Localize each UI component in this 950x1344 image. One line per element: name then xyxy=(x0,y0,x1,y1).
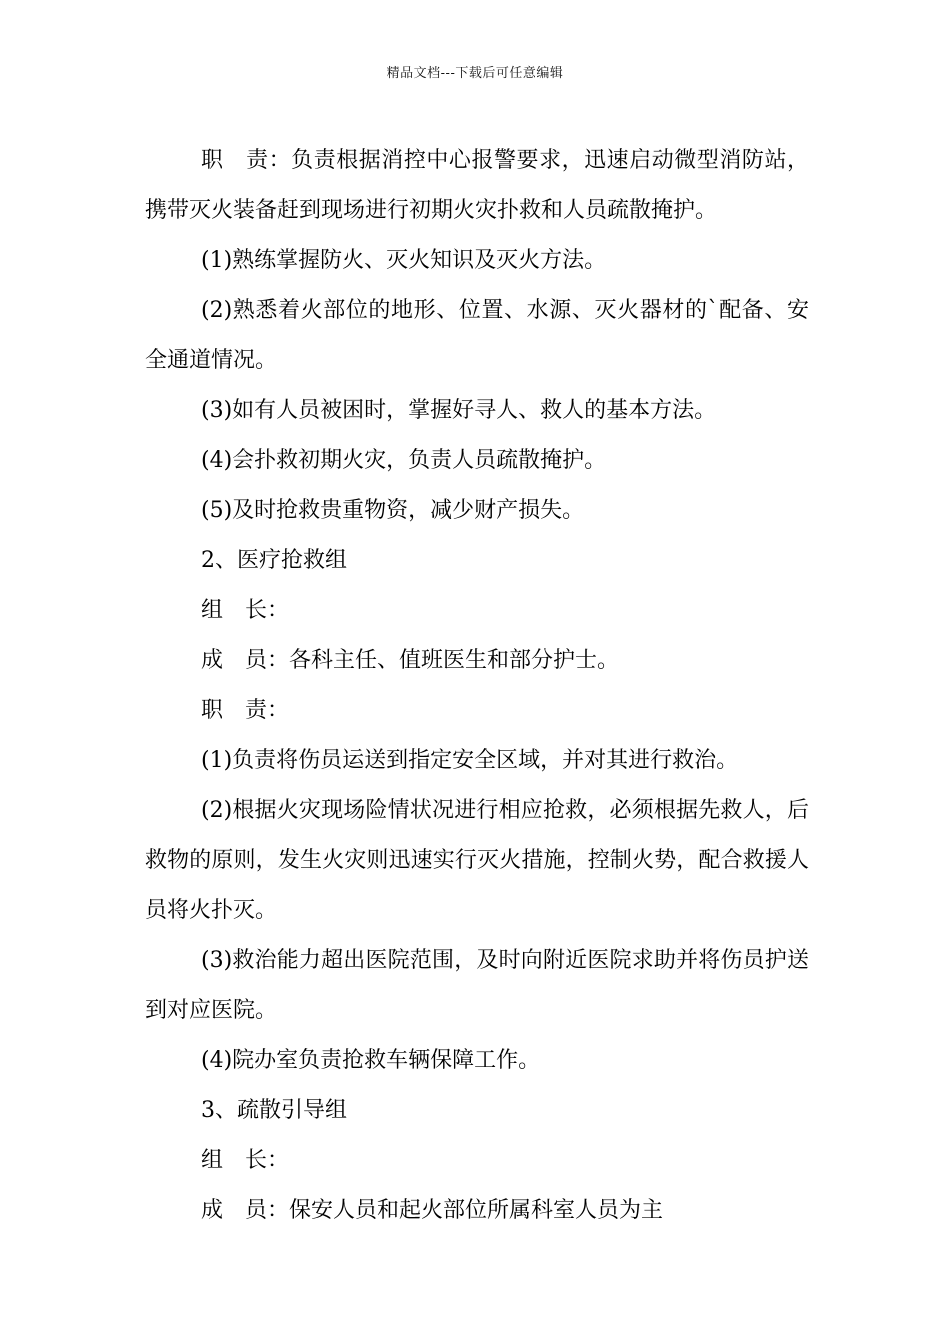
paragraph-item-4: (4)会扑救初期火灾，负责人员疏散掩护。 xyxy=(201,448,607,473)
paragraph-medical-item-4: (4)院办室负责抢救车辆保障工作。 xyxy=(201,1048,541,1073)
paragraph-leader-evacuation: 组 长： xyxy=(201,1148,290,1173)
paragraph-item-5: (5)及时抢救贵重物资，减少财产损失。 xyxy=(201,498,585,523)
paragraph-item-2: (2)熟悉着火部位的地形、位置、水源、灭火器材的`配备、安全通道情况。 xyxy=(145,298,809,373)
paragraph-medical-item-3: (3)救治能力超出医院范围，及时向附近医院求助并将伤员护送到对应医院。 xyxy=(145,948,809,1023)
paragraph-members: 成 员：各科主任、值班医生和部分护士。 xyxy=(201,648,620,673)
paragraph-medical-item-1: (1)负责将伤员运送到指定安全区域，并对其进行救治。 xyxy=(201,748,739,773)
paragraph-duties-fire-station: 职 责：负责根据消控中心报警要求，迅速启动微型消防站，携带灭火装备赶到现场进行初期火灾扑救和人员疏散掩护。 xyxy=(145,148,809,223)
section-heading-medical: 2、医疗抢救组 xyxy=(201,548,347,573)
paragraph-item-3: (3)如有人员被困时，掌握好寻人、救人的基本方法。 xyxy=(201,398,717,423)
paragraph-duties-label: 职 责： xyxy=(201,698,290,723)
document-body xyxy=(145,136,809,1236)
paragraph-leader: 组 长： xyxy=(201,598,290,623)
section-heading-evacuation: 3、疏散引导组 xyxy=(201,1098,347,1123)
paragraph-item-1: (1)熟练掌握防火、灭火知识及灭火方法。 xyxy=(201,248,607,273)
page-header: 精品文档---下载后可任意编辑 xyxy=(386,66,564,81)
paragraph-members-evacuation: 成 员：保安人员和起火部位所属科室人员为主 xyxy=(201,1198,664,1223)
paragraph-medical-item-2: (2)根据火灾现场险情状况进行相应抢救，必须根据先救人，后救物的原则，发生火灾则迅速实行灭火措施，控制火势，配合救援人员将火扑灭。 xyxy=(145,798,809,923)
